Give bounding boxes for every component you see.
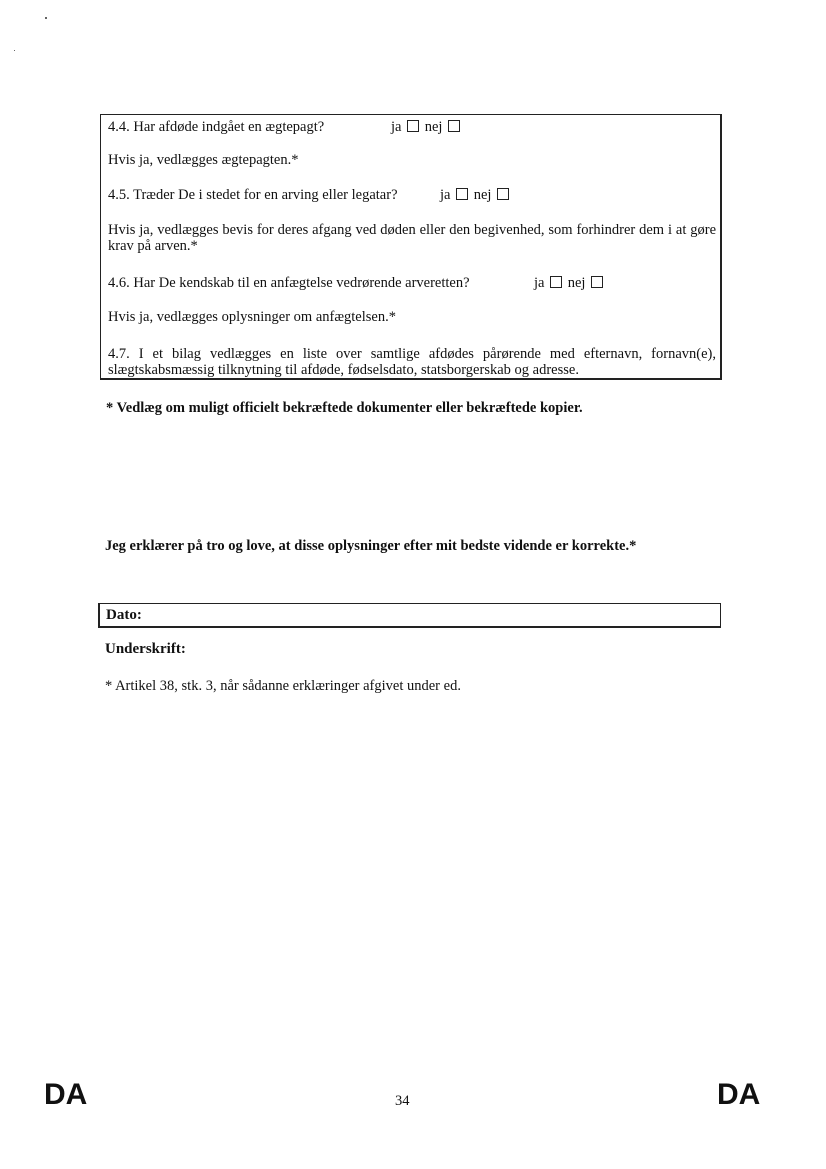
no-label: nej: [567, 275, 586, 291]
item-4-7: 4.7. I et bilag vedlægges en liste over samtlige afdødes pårørende med efternavn, fornavn(e), slægtskabsmæssig tilknytning til afdøde, fødselsdato, statsborgerskab og adresse.: [108, 346, 716, 378]
no-checkbox[interactable]: [497, 188, 509, 200]
scan-speck: [14, 50, 15, 51]
signature-label: Underskrift:: [105, 641, 186, 657]
options-4-6: [534, 275, 605, 291]
no-label: nej: [473, 187, 492, 203]
note-4-5: Hvis ja, vedlægges bevis for deres afgang ved døden eller den begivenhed, som forhindrer dem i at gøre krav på arven.*: [108, 222, 716, 254]
yes-label: ja: [534, 275, 545, 291]
declaration: Jeg erklærer på tro og love, at disse oplysninger efter mit bedste vidende er korrekte.*: [105, 538, 637, 554]
options-4-5: [440, 187, 511, 203]
yes-checkbox[interactable]: [456, 188, 468, 200]
date-label: Dato:: [106, 607, 142, 623]
language-code-right: DA: [717, 1078, 761, 1111]
note-4-4: Hvis ja, vedlægges ægtepagten.*: [108, 152, 299, 168]
attachment-note: * Vedlæg om muligt officielt bekræftede dokumenter eller bekræftede kopier.: [106, 400, 583, 416]
no-label: nej: [424, 119, 443, 135]
question-4-4: 4.4. Har afdøde indgået en ægtepagt?: [108, 119, 325, 135]
date-field[interactable]: [98, 603, 721, 628]
no-checkbox[interactable]: [448, 120, 460, 132]
options-4-4: [391, 119, 462, 135]
footnote: * Artikel 38, stk. 3, når sådanne erklæringer afgivet under ed.: [105, 678, 461, 694]
language-code-left: DA: [44, 1078, 88, 1111]
question-4-6: 4.6. Har De kendskab til en anfægtelse vedrørende arveretten?: [108, 275, 470, 291]
scan-speck: [45, 17, 47, 19]
no-checkbox[interactable]: [591, 276, 603, 288]
page-number: 34: [395, 1093, 410, 1109]
question-4-5: 4.5. Træder De i stedet for en arving eller legatar?: [108, 187, 398, 203]
note-4-6: Hvis ja, vedlægges oplysninger om anfægtelsen.*: [108, 309, 396, 325]
yes-label: ja: [440, 187, 451, 203]
yes-label: ja: [391, 119, 402, 135]
yes-checkbox[interactable]: [407, 120, 419, 132]
yes-checkbox[interactable]: [550, 276, 562, 288]
